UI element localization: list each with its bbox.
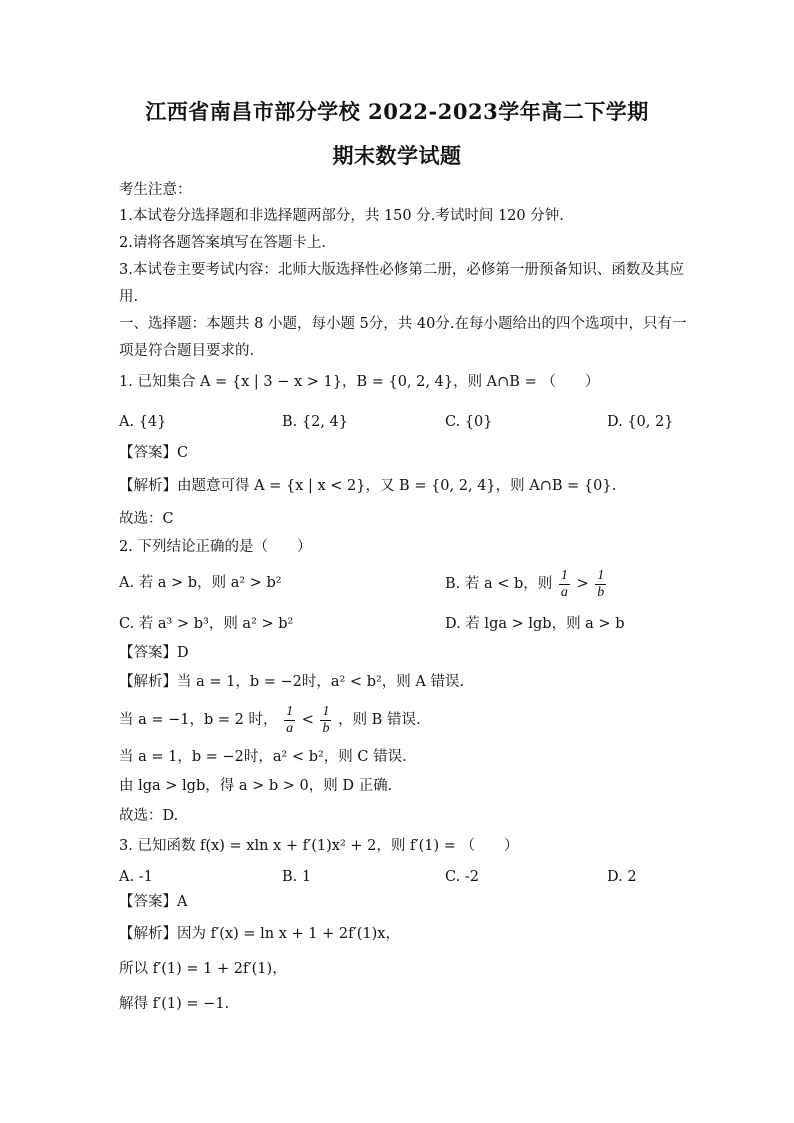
section1-intro-b: 项是符合题目要求的. [119,343,255,359]
fraction-denominator: b [322,720,330,736]
notice-heading: 考生注意： [119,182,192,198]
q2-analysis-2-suffix: ，则 B 错误. [338,712,421,728]
q1-stem: 1. 已知集合 A = {x | 3 − x > 1}，B = {0, 2, 4}，则 A∩B = （ ） [119,374,600,390]
notice-item-1: 1.本试卷分选择题和非选择题两部分，共 150 分.考试时间 120 分钟. [119,208,564,224]
q2-stem: 2. 下列结论正确的是（ ） [119,539,312,555]
q2-analysis-3: 当 a = 1，b = −2时，a² < b²，则 C 错误. [119,749,407,765]
fraction-numerator: 1 [286,703,294,719]
q1-option-c: C. {0} [445,414,493,430]
section1-intro-a: 一、选择题：本题共 8 小题，每小题 5分，共 40分.在每小题给出的四个选项中，只有一 [119,316,687,332]
q2-option-b [445,566,608,602]
q1-conclusion: 故选：C [119,511,174,527]
q3-option-b: B. 1 [282,869,312,885]
q1-analysis: 【解析】由题意可得 A = {x | x < 2}，又 B = {0, 2, 4}，则 A∩B = {0}. [119,478,617,494]
q3-answer: 【答案】A [119,894,188,910]
q1-option-d: D. {0, 2} [607,414,674,430]
q2-option-d: D. 若 lga > lgb，则 a > b [445,616,625,632]
q2-answer: 【答案】D [119,645,189,661]
q2-conclusion: 故选：D. [119,808,179,824]
q1-option-a: A. {4} [119,414,167,430]
q3-analysis-1: 【解析】因为 f′(x) = ln x + 1 + 2f′(1)x， [119,926,400,942]
exam-title-line1: 江西省南昌市部分学校 2022-2023学年高二下学期 [145,99,649,124]
q2-analysis-1: 【解析】当 a = 1，b = −2时，a² < b²，则 A 错误. [119,674,465,690]
q3-option-c: C. -2 [445,869,479,885]
fraction-numerator: 1 [597,567,605,583]
q2-option-b-fraction-2 [595,568,606,601]
fraction-numerator: 1 [560,567,568,583]
q3-option-a: A. -1 [119,869,153,885]
q2-option-b-gt: > [576,576,589,592]
exam-title-line2: 期末数学试题 [332,143,462,168]
q1-option-b: B. {2, 4} [282,414,348,430]
notice-item-2: 2.请将各题答案填写在答题卡上. [119,235,326,251]
q1-answer: 【答案】C [119,445,189,461]
q3-analysis-3: 解得 f′(1) = −1. [119,996,230,1012]
q3-stem: 3. 已知函数 f(x) = xln x + f′(1)x² + 2，则 f′(1) = （ ） [119,838,519,854]
q2-option-b-fraction-1 [559,568,570,601]
q2-analysis-2-fraction-2 [320,704,331,737]
q2-analysis-4: 由 lga > lgb，得 a > b > 0，则 D 正确. [119,778,393,794]
q2-analysis-2-lt: < [301,712,314,728]
q3-option-d: D. 2 [607,869,637,885]
q2-option-a: A. 若 a > b，则 a² > b² [119,575,282,591]
notice-item-3a: 3.本试卷主要考试内容：北师大版选择性必修第二册，必修第一册预备知识、函数及其应 [119,262,684,278]
fraction-denominator: a [286,720,294,736]
q3-analysis-2: 所以 f′(1) = 1 + 2f′(1)， [119,961,287,977]
fraction-numerator: 1 [322,703,330,719]
notice-item-3b: 用. [119,289,139,305]
fraction-denominator: a [560,584,568,600]
q2-analysis-2 [119,702,421,738]
q2-analysis-2-prefix: 当 a = −1，b = 2 时， [119,712,278,728]
q2-option-b-prefix: B. 若 a < b，则 [445,576,553,592]
fraction-denominator: b [597,584,605,600]
q2-analysis-2-fraction-1 [284,704,295,737]
q2-option-c: C. 若 a³ > b³，则 a² > b² [119,616,294,632]
